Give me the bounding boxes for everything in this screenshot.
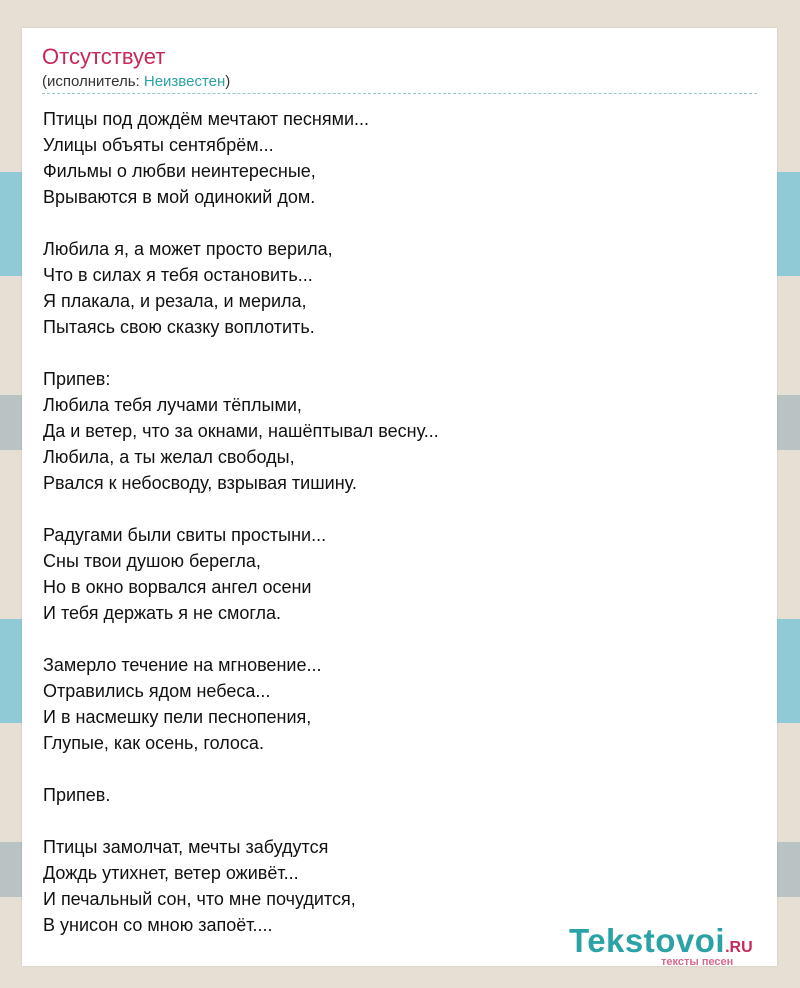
artist-line [42, 73, 230, 91]
lyric-line: Врываются в мой одинокий дом. [43, 187, 316, 207]
lyric-line: Птицы замолчат, мечты забудутся [43, 837, 329, 857]
lyric-line: Птицы под дождём мечтают песнями... [43, 109, 370, 129]
lyric-line: Любила я, а может просто верила, [43, 239, 333, 259]
lyric-line: Но в окно ворвался ангел осени [43, 577, 312, 597]
logo-tld: .RU [725, 939, 753, 956]
lyric-line: Любила, а ты желал свободы, [43, 447, 295, 467]
lyric-line: Фильмы о любви неинтересные, [43, 161, 316, 181]
lyric-line: Радугами были свиты простыни... [43, 525, 327, 545]
artist-link[interactable]: Неизвестен [143, 73, 226, 90]
lyric-line: Что в силах я тебя остановить... [43, 265, 313, 285]
lyric-line: Дождь утихнет, ветер оживёт... [43, 863, 299, 883]
lyric-line: И в насмешку пели песнопения, [43, 707, 312, 727]
logo-wordmark: Tekstovoi [569, 922, 726, 959]
lyric-line: Отравились ядом небеса... [43, 681, 271, 701]
stanza [43, 522, 439, 626]
stanza [43, 834, 439, 938]
lyric-line: Да и ветер, что за окнами, нашёптывал весну... [43, 421, 439, 441]
lyric-line: Рвался к небосводу, взрывая тишину. [43, 473, 357, 493]
lyric-line: Улицы объяты сентябрём... [43, 135, 274, 155]
lyric-line: В унисон со мною запоёт.... [43, 915, 273, 935]
site-logo[interactable] [569, 922, 753, 968]
stanza [43, 782, 439, 808]
lyric-line: Припев: [43, 369, 111, 389]
lyric-line: Замерло течение на мгновение... [43, 655, 322, 675]
lyrics-text [43, 106, 439, 964]
lyric-line: Сны твои душою берегла, [43, 551, 261, 571]
artist-prefix: (исполнитель: [42, 73, 144, 90]
song-title: Отсутствует [42, 44, 166, 69]
lyric-line: Я плакала, и резала, и мерила, [43, 291, 307, 311]
lyric-line: Любила тебя лучами тёплыми, [43, 395, 302, 415]
artist-suffix: ) [225, 73, 231, 90]
lyric-line: Пытаясь свою сказку воплотить. [43, 317, 315, 337]
stanza [43, 366, 439, 496]
lyrics-card [22, 28, 777, 966]
lyric-line: Глупые, как осень, голоса. [43, 733, 264, 753]
lyric-line: Припев. [43, 785, 111, 805]
stanza [43, 106, 439, 210]
lyric-line: И печальный сон, что мне почудится, [43, 889, 356, 909]
stanza [43, 652, 439, 756]
lyric-line: И тебя держать я не смогла. [43, 603, 282, 623]
divider [42, 93, 757, 94]
logo-tagline: тексты песен [661, 956, 734, 968]
stanza [43, 236, 439, 340]
